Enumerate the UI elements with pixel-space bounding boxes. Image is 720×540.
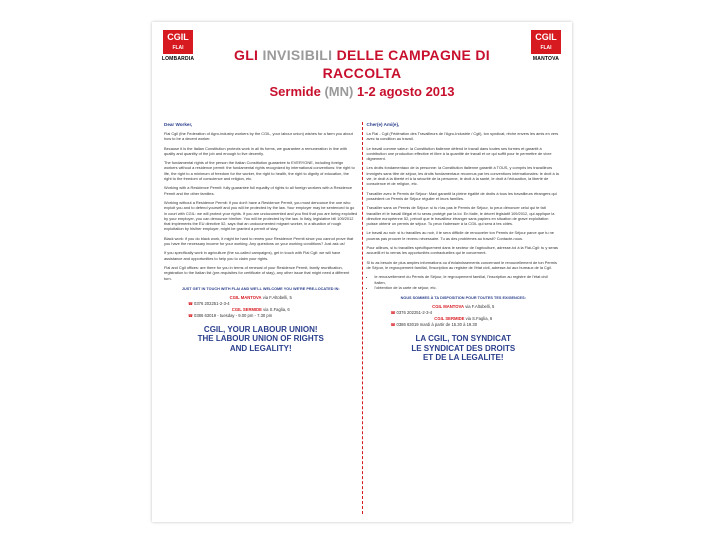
logo-brand-text: CGIL <box>167 32 189 42</box>
french-paragraph: Si tu as besoin de plus amples informations ou d'éclaircissements concernant le renouvellement de ton Permis de Séjour, le regroupement familial, l'inscription au registre de l'état civil, adresse-toi aux bureaux de la Cgil. <box>366 259 557 270</box>
office-address: via F.Altobelli, 5 <box>262 294 292 300</box>
subtitle-dates: 1-2 agosto 2013 <box>356 84 455 99</box>
french-paragraph: Les droits fondamentaux de la personne: la Constitution italienne garantit à TOUS, y compris les travailleurs immigrés sans titre de séjour, les droits fondamentaux reconnus par les conventions internationales: le droit à la vie, le droit à la liberté et à la sécurité de la personne, le droit à la santé, le droit à l'éducation, la liberté de conscience et de religion, etc. <box>366 165 559 187</box>
cgil-logo-mark <box>163 30 193 54</box>
slogan-line: AND LEGALITY! <box>229 343 292 353</box>
slogan-line: ET DE LA LEGALITE! <box>422 353 504 363</box>
title-word: INVISIBILI <box>262 47 333 63</box>
office-phone: 0376 202251-2-3-4 <box>194 300 230 306</box>
french-bullet-list <box>375 274 561 290</box>
slogan-line: LA CGIL, TON SYNDICAT <box>415 334 511 344</box>
flyer-columns <box>160 122 564 514</box>
english-paragraph: Because it is the Italian Constitution protects work in all its forms, we guarantee a remuneration in line with quality and quantity of the job and enough to live decently. <box>164 145 347 156</box>
office-hours-row <box>164 313 358 319</box>
french-paragraph: Travailler sans un Permis de Séjour: si tu n'as pas le Permis de Séjour, tu peux dénoncer celui qui te fait travailler et le travail illégal et tu seras protégé par la loi. En Italie, le décret législatif 109/2012, qui applique la directive européenne 52, prévoit que le travailleur étranger sans papiers en situation de grave exploitation puisse obtenir un permis de séjour. Tu peux t'adresser à la CGIL qui sera à tes côtés. <box>366 205 555 227</box>
phone-icon: ☎ <box>390 310 396 316</box>
french-office-mantova <box>367 304 561 316</box>
english-paragraph: Flai Cgil (the Federation of Agro-industry workers by the CGIL, your labour union) wishes for a farm you about how to be a decent worker. <box>164 131 353 142</box>
english-office-sermide <box>164 307 358 319</box>
english-column <box>160 122 362 514</box>
slogan-line: LE SYNDICAT DES DROITS <box>411 343 516 353</box>
cgil-mantova-logo <box>528 30 564 62</box>
cgil-lombardia-logo <box>160 30 196 62</box>
office-name: CGIL MANTOVA <box>432 304 465 310</box>
logo-place-left: LOMBARDIA <box>161 56 195 62</box>
english-office-mantova <box>164 295 358 307</box>
french-office-sermide <box>367 316 561 328</box>
office-hours: 0386 63019 mardi à partir de 15.30 à 19.30 <box>396 322 478 328</box>
office-name: CGIL MANTOVA <box>229 294 262 300</box>
slogan-line: CGIL, YOUR LABOUR UNION! <box>203 324 318 334</box>
french-contact-heading: NOUS SOMMES À TA DISPOSITION POUR TOUTES TES EXIGENCES: <box>400 296 526 301</box>
english-paragraph: Working without a Residence Permit: if you don't have a Residence Permit, you must denounce the one who exploit you and to defend yourself and you will be protected by the law. Your employer may be sentenced to go in court with CGIL: we will protect your rights. If you are undocumented and you find that you are being exploited by your employer, you can denounce him/her. You will be protected by the law. In Italy, legislative bill 109/2012 that implements the EU directive 52, says that an undocumented migrant worker, in a situation of rough exploitation by his/her employer, might be granted a permit of stay. <box>164 199 358 232</box>
office-hours: 0386 63019 - tuesday - 9.00 pm - 7.30 pm <box>194 312 273 318</box>
phone-icon: ☎ <box>390 322 396 328</box>
french-paragraph: La Flai - Cgil (Fédération des Travailleurs de l'Agro-Industrie / Cgil), ton syndicat, rêche envers les amis en vers avec ta condition au travail. <box>366 131 559 142</box>
cgil-logo-mark <box>531 30 561 54</box>
english-paragraph: The fundamental rights of the person the Italian Constitution guarantee to EVERYONE, including foreign workers without a residence permit: the fundamental rights recognized by international conventions: the right to life, the right to a minimum of freedom for the worker, the right to health, the right to dignity of education, the right to the freedom of conscience and religion, etc. <box>164 160 355 182</box>
french-paragraph: Pour ailleurs, si tu travailles spécifiquement dans le secteur de l'agriculture, adresse-toi à la Flai-Cgil: tu y seras accueilli et tu verras les opportunités contractuelles qui te concernent. <box>366 245 558 256</box>
office-name: CGIL SERMIDE <box>434 316 465 322</box>
flyer-page <box>152 22 572 522</box>
office-hours-row <box>367 322 561 328</box>
flyer-subtitle <box>202 84 522 99</box>
phone-icon: ☎ <box>188 312 194 318</box>
english-slogan <box>164 325 358 354</box>
subtitle-province: (MN) <box>324 84 354 99</box>
phone-icon: ☎ <box>188 300 194 306</box>
english-paragraph: Black work: if you do black work, it might be hard to renew your Residence Permit since you cannot prove that you have the necessary income for your working. Any questions on your working conditions? Just ask us! <box>164 235 354 247</box>
office-name: CGIL SERMIDE <box>231 306 262 312</box>
title-word: DELLE <box>336 47 384 63</box>
office-address: via S.Faglia, 6 <box>465 316 493 322</box>
french-bullet: • l'obtention de la carte de séjour, etc. <box>375 285 561 290</box>
office-address: via S.Faglia, 6 <box>263 306 290 312</box>
title-word: RACCOLTA <box>322 65 402 81</box>
flyer-title <box>202 46 522 82</box>
english-paragraph: If you specifically work in agriculture (the so-called campaigns), get in touch with Flai Cgil: we will have assistance and opportunities to help you to claim your rights. <box>164 250 341 261</box>
french-column <box>363 122 565 514</box>
french-paragraph: Travailler avec le Permis de Séjour: Maxi garantit la pleine égalité de droits à tous les travailleurs étrangers qui possèdent un Permis de Séjour régulier et leurs familles. <box>366 190 557 201</box>
logo-place-right: MANTOVA <box>532 56 560 62</box>
office-address: via F.Altobelli, 5 <box>465 304 495 310</box>
french-bullet: • le renouvellement du Permis de Séjour, le regroupement familial, l'inscription au registre de l'état civil italien, <box>375 274 561 285</box>
slogan-line: THE LABOUR UNION OF RIGHTS <box>197 334 324 344</box>
french-slogan <box>367 334 561 363</box>
english-paragraph: Flai and Cgil offices: are there for you in terms of renewal of your Residence Permit, family reunification, registration to the Italian list (pre-requisites for certificate of stay), any other issue that might need a different turn. <box>164 264 350 281</box>
logo-brand-text: CGIL <box>535 32 557 42</box>
office-phone: 0376 202251-2-3-4 <box>396 310 433 316</box>
title-word: GLI <box>234 47 259 63</box>
french-greeting: Cher(e) Ami(e), <box>366 122 400 127</box>
french-paragraph: Le travail comme valeur: la Constitution italienne défend le travail dans toutes ses formes et garantit à contribution une production effective et libre à la quantité de travail et ce qui suffit pour te permettre de vivre dignement. <box>366 145 552 162</box>
logo-sub-text: FLAI <box>172 45 184 51</box>
french-paragraph: Le travail au noir: si tu travailles au noir, il te sera difficile de renouveler ton Permis de Séjour parce que tu ne pourras pas prouver le revenu nécessaire. Tu as des problèmes au travail? Contacte-nous. <box>366 230 554 241</box>
subtitle-town: Sermide <box>269 84 321 99</box>
logo-sub-text: FLAI <box>540 45 552 51</box>
english-contact-heading: JUST GET IN TOUCH WITH FLAI AND WE'LL WELCOME YOU WE'RE PRE-LOCATED IN: <box>181 286 340 291</box>
english-paragraph: Working with a Residence Permit: fully guarantee full equality of rights to all foreign workers with a Residence Permit and the other families. <box>164 185 353 196</box>
title-word: CAMPAGNE DI <box>388 47 490 63</box>
english-greeting: Dear Worker, <box>164 122 193 127</box>
